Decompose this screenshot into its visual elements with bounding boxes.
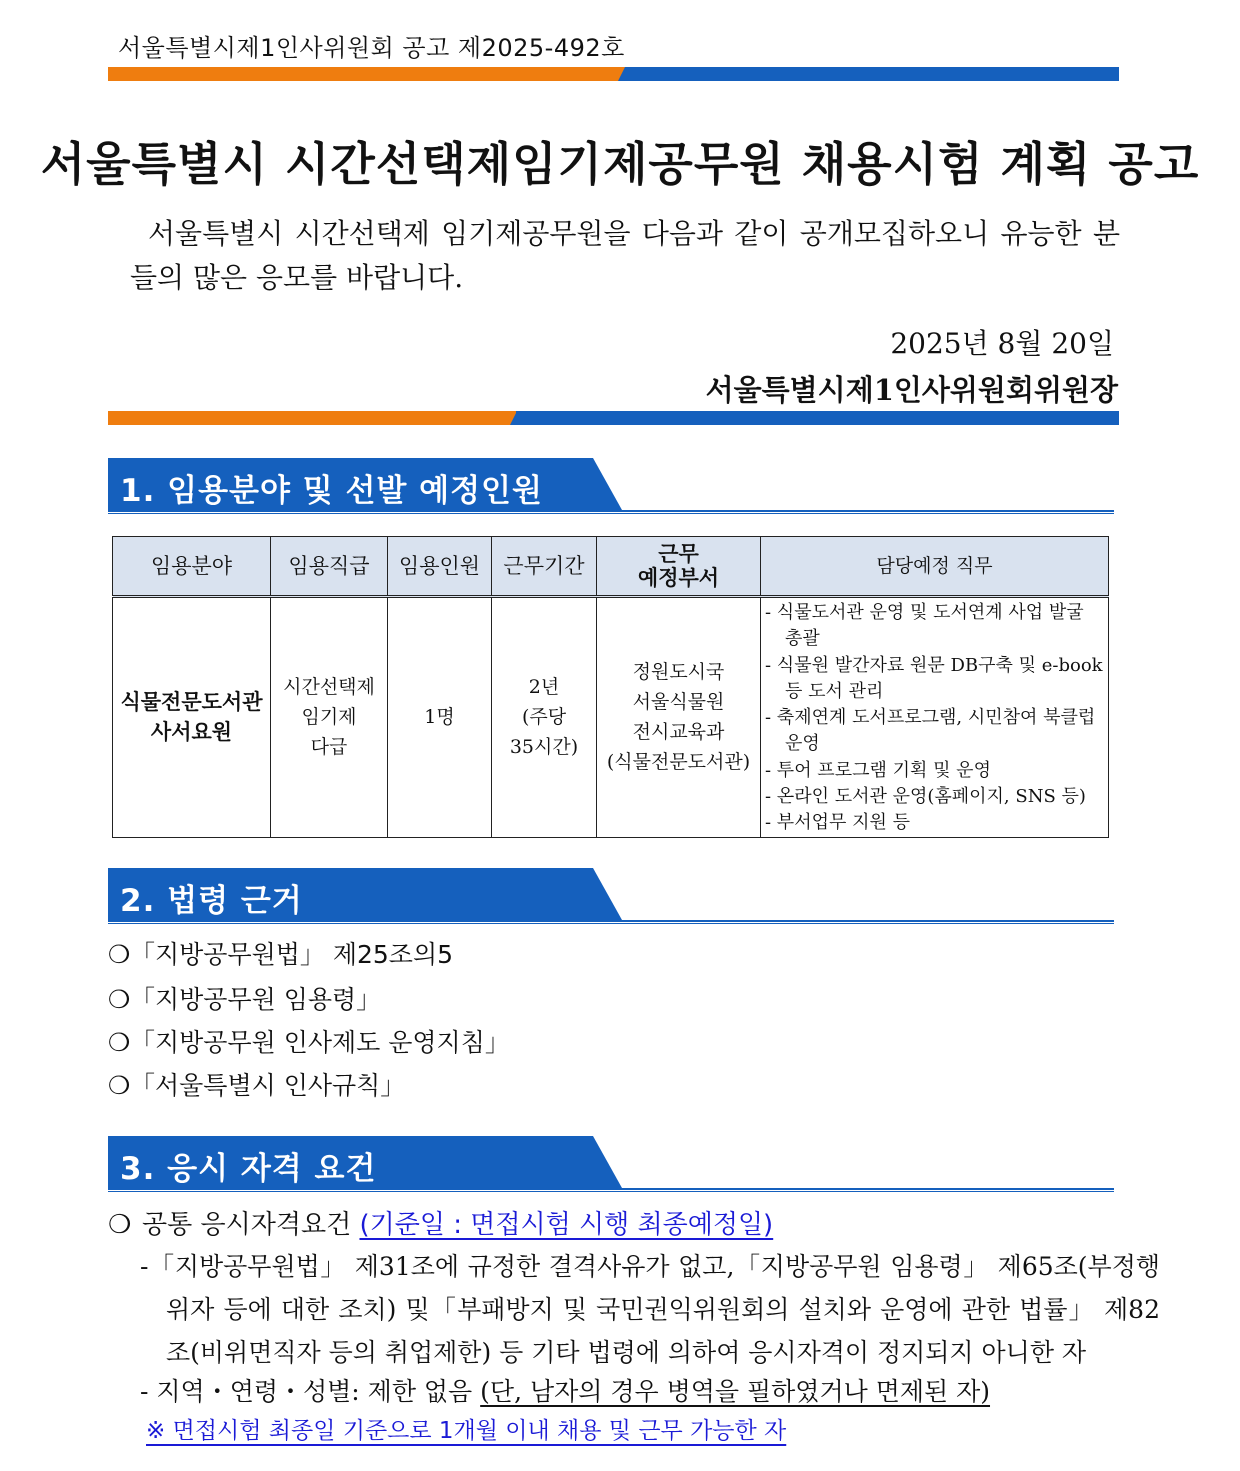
section-3-title: 3. 응시 자격 요건 bbox=[120, 1151, 377, 1187]
section-1-header bbox=[108, 458, 1114, 516]
header-duties: 담당예정 직무 bbox=[761, 537, 1109, 597]
law-item: ❍「서울특별시 인사규칙」 bbox=[108, 1071, 406, 1100]
bottom-divider-bar bbox=[108, 411, 1119, 425]
cell-duties bbox=[761, 597, 1109, 838]
section-1-title: 1. 임용분야 및 선발 예정인원 bbox=[120, 473, 543, 509]
header-period: 근무기간 bbox=[492, 537, 597, 597]
notice-number: 서울특별시제1인사위원회 공고 제2025-492호 bbox=[118, 34, 625, 62]
requirement-disqualification: -「지방공무원법」 제31조에 규정한 결격사유가 없고,「지방공무원 임용령」 제65조(부정행위자 등에 대한 조치) 및「부패방지 및 국민권익위원회의 설치와 운영에 관한 법률」 제82조(비위면직자 등의 취업제한) 등 기타 법령에 의하여 응시자격이 정지되지 아니한 자 bbox=[140, 1252, 1160, 1367]
duty-item: - 투어 프로그램 기획 및 운영 bbox=[765, 759, 991, 781]
requirement-no-restriction: - 지역・연령・성별: 제한 없음 (단, 남자의 경우 병역을 필하였거나 면제된 자) bbox=[140, 1377, 991, 1406]
criterion-date: (기준일 : 면접시험 시행 최종예정일) bbox=[359, 1210, 774, 1240]
cell-grade: 시간선택제 임기제 다급 bbox=[271, 597, 388, 838]
cell-period: 2년 (주당 35시간) bbox=[492, 597, 597, 838]
cell-department: 정원도시국 서울식물원 전시교육과 (식물전문도서관) bbox=[597, 597, 761, 838]
law-item: ❍「지방공무원 인사제도 운영지침」 bbox=[108, 1028, 510, 1057]
header-department: 근무 예정부서 bbox=[597, 537, 761, 597]
announcement-date: 2025년 8월 20일 bbox=[890, 327, 1114, 360]
top-divider-bar bbox=[108, 67, 1119, 81]
duty-item: - 축제연계 도서프로그램, 시민참여 북클럽 운영 bbox=[765, 707, 1096, 755]
intro-paragraph: 서울특별시 시간선택제 임기제공무원을 다음과 같이 공개모집하오니 유능한 분들의 많은 응모를 바랍니다. bbox=[130, 217, 1120, 294]
law-item: ❍「지방공무원 임용령」 bbox=[108, 985, 382, 1014]
section-2-title: 2. 법령 근거 bbox=[120, 883, 303, 919]
duty-item: - 식물도서관 운영 및 도서연계 사업 발굴 총괄 bbox=[765, 602, 1084, 650]
header-count: 임용인원 bbox=[388, 537, 492, 597]
duty-item: - 부서업무 지원 등 bbox=[765, 812, 910, 834]
availability-note: ※ 면접시험 최종일 기준으로 1개월 이내 채용 및 근무 가능한 자 bbox=[146, 1418, 787, 1444]
cell-field: 식물전문도서관 사서요원 bbox=[113, 597, 271, 838]
header-grade: 임용직급 bbox=[271, 537, 388, 597]
common-requirements-heading: ❍ 공통 응시자격요건 (기준일 : 면접시험 시행 최종예정일) bbox=[108, 1210, 774, 1240]
law-item: ❍「지방공무원법」 제25조의5 bbox=[108, 940, 454, 969]
section-2-header bbox=[108, 868, 1114, 926]
section-3-header bbox=[108, 1136, 1114, 1194]
header-field: 임용분야 bbox=[113, 537, 271, 597]
military-condition: (단, 남자의 경우 병역을 필하였거나 면제된 자) bbox=[480, 1377, 991, 1406]
table-row bbox=[113, 597, 1109, 838]
circle-bullet-icon: ❍ bbox=[108, 1071, 131, 1100]
cell-count: 1명 bbox=[388, 597, 492, 838]
signer: 서울특별시제1인사위원회위원장 bbox=[705, 373, 1118, 407]
duty-item: - 온라인 도서관 운영(홈페이지, SNS 등) bbox=[765, 786, 1086, 808]
circle-bullet-icon: ❍ bbox=[108, 1028, 131, 1057]
circle-bullet-icon: ❍ bbox=[108, 1210, 132, 1240]
page-title: 서울특별시 시간선택제임기제공무원 채용시험 계획 공고 bbox=[40, 137, 1200, 191]
circle-bullet-icon: ❍ bbox=[108, 940, 131, 969]
circle-bullet-icon: ❍ bbox=[108, 985, 131, 1014]
duty-item: - 식물원 발간자료 원문 DB구축 및 e-book 등 도서 관리 bbox=[765, 654, 1103, 702]
recruitment-table bbox=[112, 536, 1109, 838]
table-header-row bbox=[113, 537, 1109, 597]
